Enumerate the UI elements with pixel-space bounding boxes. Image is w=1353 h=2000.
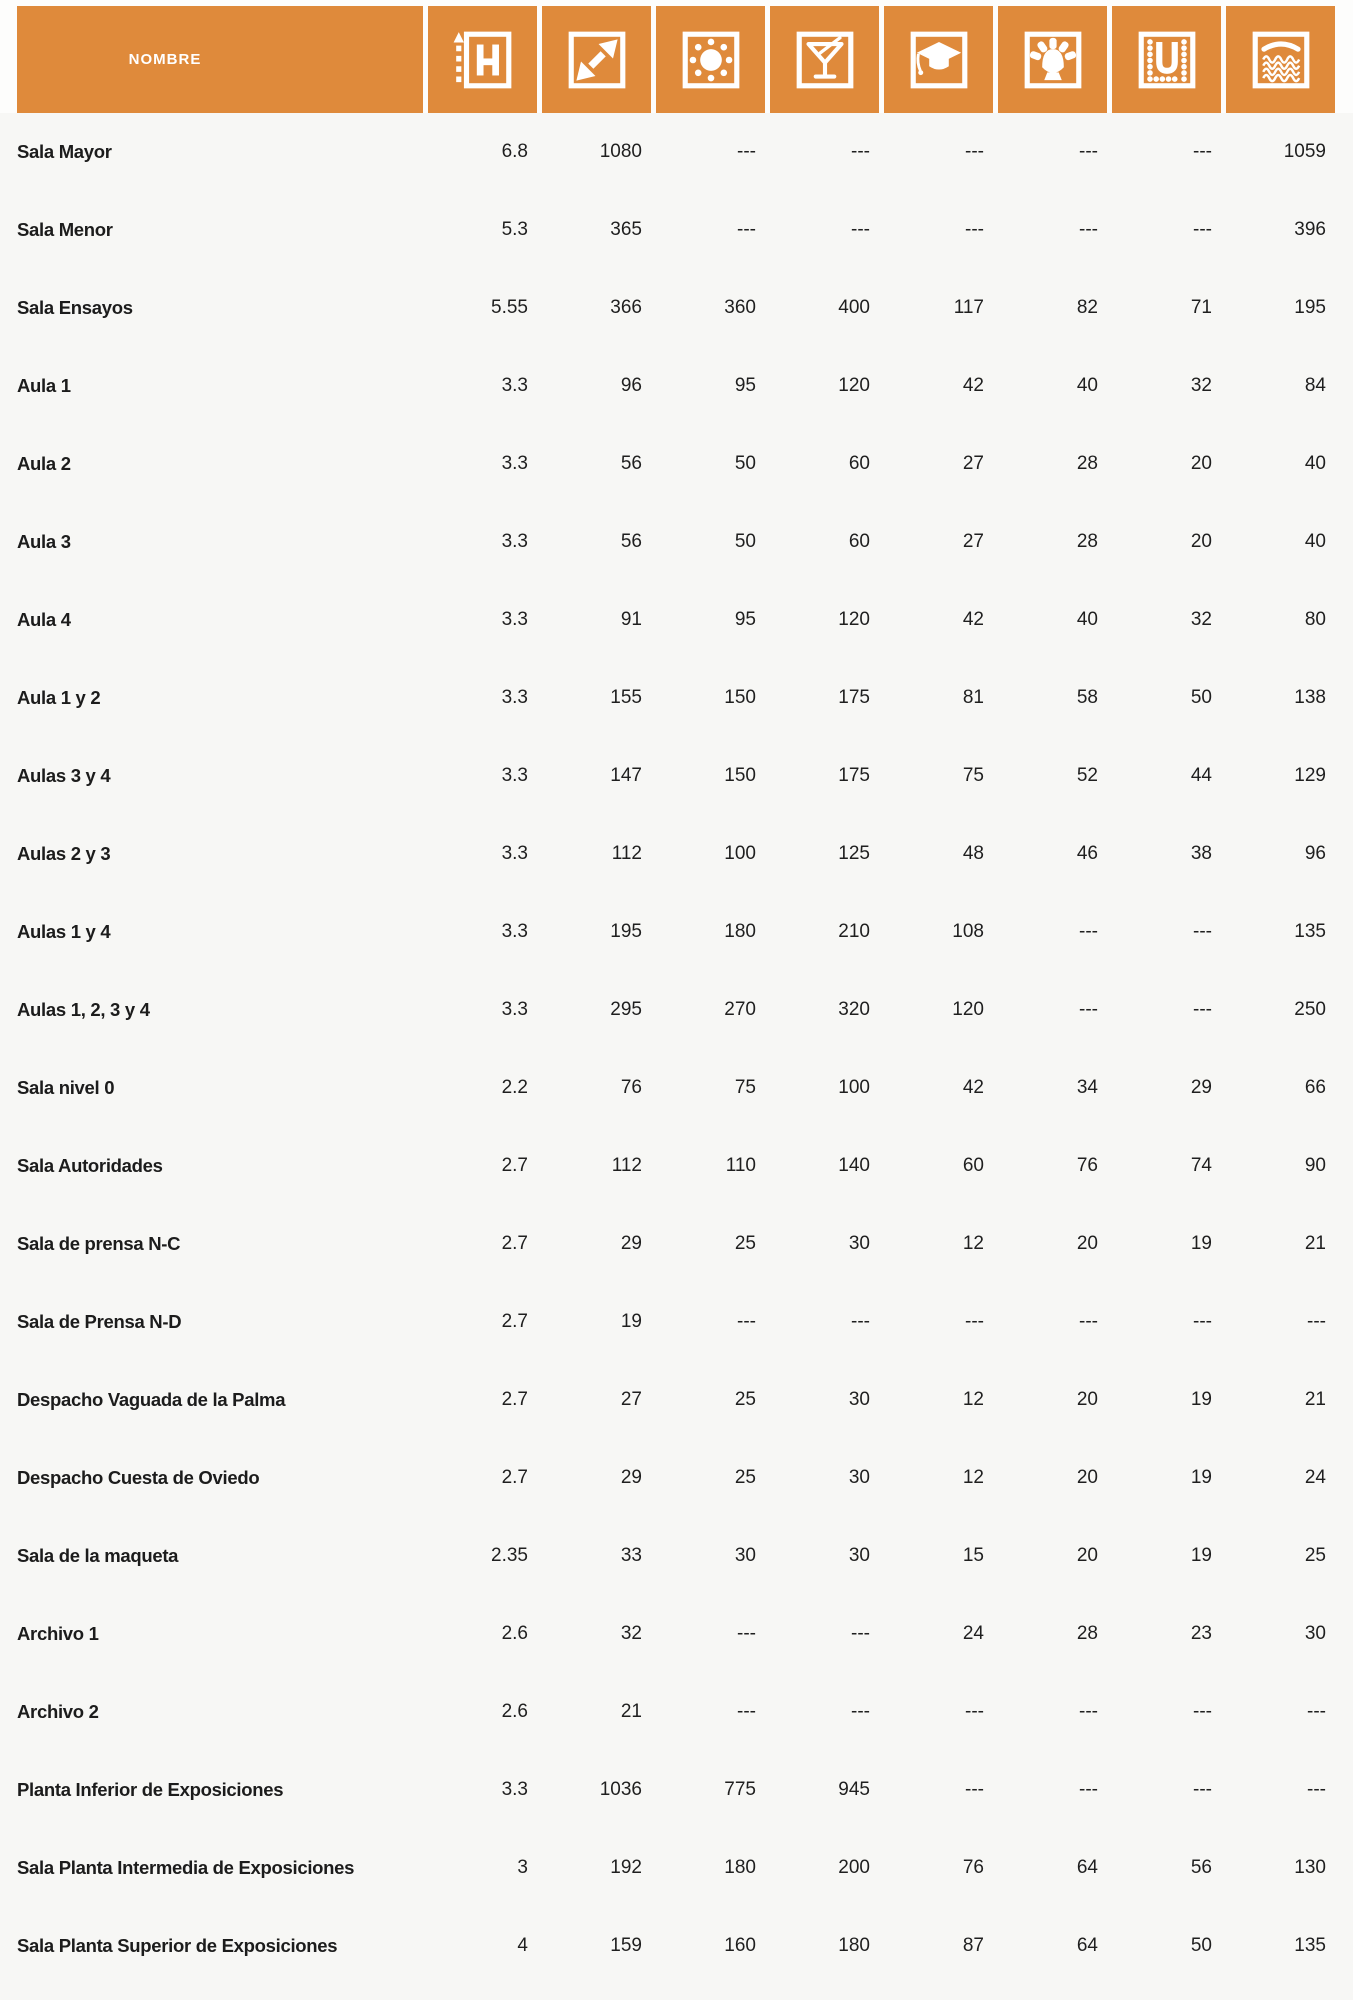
capacity-value: 3.3 [501, 687, 528, 708]
capacity-value: --- [1193, 999, 1212, 1020]
surface-area-icon [564, 27, 630, 93]
capacity-value: 87 [962, 1935, 984, 1956]
capacity-value: --- [851, 1311, 870, 1332]
table-row [0, 1361, 1353, 1439]
capacity-value: 147 [610, 765, 642, 786]
table-row [0, 737, 1353, 815]
capacity-value: 42 [962, 375, 984, 396]
capacity-value: 2.6 [501, 1701, 528, 1722]
capacity-value: 50 [734, 531, 756, 552]
capacity-value: --- [851, 1623, 870, 1644]
capacity-value: 130 [1294, 1857, 1326, 1878]
capacity-value: 5.55 [491, 297, 528, 318]
capacity-value: 75 [962, 765, 984, 786]
capacity-value: 42 [962, 609, 984, 630]
room-name: Planta Inferior de Exposiciones [17, 1779, 284, 1800]
room-name: Sala Mayor [17, 141, 112, 162]
capacity-value: 25 [734, 1233, 756, 1254]
capacity-value: 60 [962, 1155, 984, 1176]
table-row [0, 971, 1353, 1049]
capacity-value: --- [1307, 1311, 1326, 1332]
capacity-value: 1059 [1283, 141, 1326, 162]
capacity-value: 60 [848, 453, 870, 474]
capacity-value: 28 [1076, 1623, 1098, 1644]
header-cell-ushape [1112, 6, 1221, 113]
capacity-value: 82 [1076, 297, 1098, 318]
cabaret-table-icon [1020, 27, 1086, 93]
capacity-value: 20 [1076, 1467, 1098, 1488]
table-row [0, 1517, 1353, 1595]
capacity-value: 270 [724, 999, 756, 1020]
capacity-value: 60 [848, 531, 870, 552]
table-row [0, 269, 1353, 347]
capacity-value: --- [1079, 141, 1098, 162]
capacity-value: 20 [1190, 453, 1212, 474]
capacity-value: 320 [838, 999, 870, 1020]
capacity-value: 138 [1294, 687, 1326, 708]
table-row [0, 659, 1353, 737]
capacity-value: 5.3 [501, 219, 528, 240]
capacity-value: 295 [610, 999, 642, 1020]
capacity-value: 20 [1076, 1233, 1098, 1254]
room-name: Archivo 1 [17, 1623, 99, 1644]
table-row [0, 1907, 1353, 1985]
capacity-value: --- [965, 1311, 984, 1332]
header-cell-height [428, 6, 537, 113]
capacity-value: 945 [838, 1779, 870, 1800]
room-name: Aulas 3 y 4 [17, 765, 111, 786]
room-name: Aulas 1 y 4 [17, 921, 111, 942]
capacity-value: 3.3 [501, 609, 528, 630]
capacity-value: 120 [952, 999, 984, 1020]
room-name: Sala Planta Superior de Exposiciones [17, 1935, 338, 1956]
capacity-value: 38 [1190, 843, 1212, 864]
theatre-seating-icon [1248, 27, 1314, 93]
name-column-label: NOMBRE [128, 51, 202, 68]
capacity-value: 52 [1076, 765, 1098, 786]
capacity-value: 56 [1190, 1857, 1212, 1878]
capacity-value: 40 [1076, 375, 1098, 396]
room-name: Aulas 1, 2, 3 y 4 [17, 999, 150, 1020]
capacity-value: 1080 [599, 141, 642, 162]
capacity-value: 2.35 [491, 1545, 528, 1566]
table-row [0, 815, 1353, 893]
table-row [0, 1283, 1353, 1361]
capacity-value: 21 [1304, 1389, 1326, 1410]
capacity-value: 110 [725, 1155, 756, 1176]
banquet-table-icon [678, 27, 744, 93]
capacity-value: 30 [848, 1467, 870, 1488]
capacity-value: 56 [620, 531, 642, 552]
capacity-value: 96 [620, 375, 642, 396]
room-name: Sala de la maqueta [17, 1545, 179, 1566]
capacity-value: 180 [838, 1935, 870, 1956]
capacity-value: 15 [962, 1545, 984, 1566]
capacity-value: 32 [1190, 609, 1212, 630]
cocktail-glass-icon [792, 27, 858, 93]
capacity-value: 40 [1076, 609, 1098, 630]
capacity-value: 29 [1190, 1077, 1212, 1098]
capacity-value: 135 [1294, 1935, 1326, 1956]
capacity-value: 64 [1076, 1857, 1098, 1878]
capacity-value: 12 [962, 1467, 984, 1488]
room-name: Aula 3 [17, 531, 71, 552]
header-cell-theatre [1226, 6, 1335, 113]
table-row [0, 1205, 1353, 1283]
capacity-value: 20 [1190, 531, 1212, 552]
capacity-value: 210 [838, 921, 870, 942]
table-body [0, 113, 1353, 1985]
capacity-value: --- [965, 1779, 984, 1800]
capacity-value: 2.2 [501, 1077, 528, 1098]
capacity-value: 96 [1304, 843, 1326, 864]
table-row [0, 1049, 1353, 1127]
capacity-value: 19 [620, 1311, 642, 1332]
capacity-value: 2.6 [501, 1623, 528, 1644]
capacity-value: --- [737, 1623, 756, 1644]
capacity-value: 71 [1190, 297, 1212, 318]
capacity-value: 3 [517, 1857, 528, 1878]
capacity-value: 1036 [599, 1779, 642, 1800]
capacity-value: --- [1079, 1701, 1098, 1722]
capacity-value: 74 [1190, 1155, 1212, 1176]
capacity-value: 25 [1304, 1545, 1326, 1566]
capacity-value: 2.7 [501, 1311, 528, 1332]
capacity-value: 32 [620, 1623, 642, 1644]
capacity-value: 100 [838, 1077, 870, 1098]
table-row [0, 893, 1353, 971]
capacity-value: --- [1193, 921, 1212, 942]
capacity-value: 30 [848, 1233, 870, 1254]
room-name: Sala Planta Intermedia de Exposiciones [17, 1857, 355, 1878]
capacity-value: 28 [1076, 531, 1098, 552]
header-cell-cocktail [770, 6, 879, 113]
capacity-value: 33 [620, 1545, 642, 1566]
capacity-value: 25 [734, 1467, 756, 1488]
capacity-value: 34 [1076, 1077, 1098, 1098]
capacity-value: 195 [1294, 297, 1326, 318]
capacity-value: --- [1193, 219, 1212, 240]
capacity-value: --- [1307, 1701, 1326, 1722]
capacity-value: --- [737, 1701, 756, 1722]
capacity-value: 27 [962, 531, 984, 552]
capacity-value: 44 [1190, 765, 1212, 786]
table-row [0, 1127, 1353, 1205]
table-row [0, 581, 1353, 659]
capacity-value: 48 [962, 843, 984, 864]
room-name: Aulas 2 y 3 [17, 843, 111, 864]
capacity-value: 28 [1076, 453, 1098, 474]
capacity-value: 108 [952, 921, 984, 942]
capacity-value: 50 [1190, 687, 1212, 708]
capacity-value: --- [1079, 219, 1098, 240]
capacity-value: 180 [724, 921, 756, 942]
table-row [0, 1439, 1353, 1517]
table-header-row [0, 6, 1353, 113]
capacity-value: 40 [1304, 453, 1326, 474]
room-name: Sala de Prensa N-D [17, 1311, 182, 1332]
capacity-value: 19 [1190, 1545, 1212, 1566]
capacity-value: 150 [724, 765, 756, 786]
capacity-value: 66 [1304, 1077, 1326, 1098]
capacity-value: --- [737, 141, 756, 162]
capacity-value: 6.8 [501, 141, 528, 162]
capacity-value: --- [965, 219, 984, 240]
table-row [0, 113, 1353, 191]
capacity-value: 140 [838, 1155, 870, 1176]
capacity-value: 24 [962, 1623, 984, 1644]
table-row [0, 503, 1353, 581]
header-cell-classroom [884, 6, 993, 113]
capacity-value: 42 [962, 1077, 984, 1098]
capacity-value: --- [1307, 1779, 1326, 1800]
capacity-value: --- [737, 219, 756, 240]
capacity-value: --- [965, 1701, 984, 1722]
capacity-value: 3.3 [501, 375, 528, 396]
capacity-value: 2.7 [501, 1467, 528, 1488]
capacity-value: 24 [1304, 1467, 1326, 1488]
capacity-value: 12 [962, 1389, 984, 1410]
capacity-value: 19 [1190, 1467, 1212, 1488]
capacity-value: 27 [620, 1389, 642, 1410]
capacity-value: 100 [724, 843, 756, 864]
capacity-value: 129 [1294, 765, 1326, 786]
capacity-value: --- [1079, 1311, 1098, 1332]
capacity-value: 250 [1294, 999, 1326, 1020]
capacity-value: --- [1193, 1779, 1212, 1800]
capacity-value: 200 [838, 1857, 870, 1878]
table-row [0, 1595, 1353, 1673]
room-name: Sala Autoridades [17, 1155, 163, 1176]
capacity-value: --- [851, 219, 870, 240]
capacity-value: 30 [848, 1389, 870, 1410]
capacity-value: 20 [1076, 1545, 1098, 1566]
header-cell-surface [542, 6, 651, 113]
capacity-value: 3.3 [501, 999, 528, 1020]
header-cell-cabaret [998, 6, 1107, 113]
capacity-value: 2.7 [501, 1155, 528, 1176]
capacity-value: 19 [1190, 1389, 1212, 1410]
capacity-value: 3.3 [501, 531, 528, 552]
table-header-band [0, 0, 1353, 113]
capacity-value: 30 [848, 1545, 870, 1566]
capacity-value: 3.3 [501, 453, 528, 474]
capacity-value: 3.3 [501, 921, 528, 942]
capacity-value: 175 [838, 765, 870, 786]
table-row [0, 1673, 1353, 1751]
room-name: Sala Ensayos [17, 297, 133, 318]
capacity-value: 775 [724, 1779, 756, 1800]
capacity-value: --- [1079, 1779, 1098, 1800]
capacity-value: 192 [610, 1857, 642, 1878]
room-name: Aula 2 [17, 453, 71, 474]
capacity-value: 365 [610, 219, 642, 240]
header-cell-banquet [656, 6, 765, 113]
capacity-value: 80 [1304, 609, 1326, 630]
capacity-value: --- [1193, 1311, 1212, 1332]
room-name: Sala nivel 0 [17, 1077, 115, 1098]
capacity-value: 58 [1076, 687, 1098, 708]
capacity-value: 195 [610, 921, 642, 942]
capacity-value: 120 [838, 609, 870, 630]
room-name: Despacho Cuesta de Oviedo [17, 1467, 260, 1488]
capacity-value: 19 [1190, 1233, 1212, 1254]
capacity-value: --- [1079, 921, 1098, 942]
capacity-value: 76 [1076, 1155, 1098, 1176]
capacity-value: 84 [1304, 375, 1326, 396]
capacity-value: 29 [620, 1233, 642, 1254]
capacity-value: 50 [1190, 1935, 1212, 1956]
capacity-value: 46 [1076, 843, 1098, 864]
capacity-value: 3.3 [501, 1779, 528, 1800]
room-name: Aula 1 y 2 [17, 687, 101, 708]
capacity-value: 366 [610, 297, 642, 318]
capacity-value: 56 [620, 453, 642, 474]
capacity-value: 90 [1304, 1155, 1326, 1176]
table-row [0, 347, 1353, 425]
capacity-value: 20 [1076, 1389, 1098, 1410]
table-row [0, 425, 1353, 503]
capacity-value: 29 [620, 1467, 642, 1488]
capacity-value: 50 [734, 453, 756, 474]
capacity-value: 3.3 [501, 765, 528, 786]
capacity-value: 64 [1076, 1935, 1098, 1956]
capacity-value: 112 [611, 843, 642, 864]
capacity-value: 4 [517, 1935, 528, 1956]
header-cell-nombre [17, 6, 423, 113]
capacity-value: --- [737, 1311, 756, 1332]
capacity-value: 30 [1304, 1623, 1326, 1644]
room-name: Despacho Vaguada de la Palma [17, 1389, 286, 1410]
capacity-value: 360 [724, 297, 756, 318]
room-name: Sala de prensa N-C [17, 1233, 181, 1254]
capacity-value: --- [1193, 1701, 1212, 1722]
table-row [0, 1751, 1353, 1829]
table-row [0, 1829, 1353, 1907]
capacity-value: 2.7 [501, 1389, 528, 1410]
height-icon [450, 27, 516, 93]
capacity-value: 21 [620, 1701, 642, 1722]
capacity-value: 21 [1304, 1233, 1326, 1254]
capacity-value: 155 [610, 687, 642, 708]
capacity-value: 117 [953, 297, 984, 318]
capacity-value: 91 [620, 609, 642, 630]
capacity-value: 400 [838, 297, 870, 318]
capacity-value: --- [1079, 999, 1098, 1020]
capacity-value: 32 [1190, 375, 1212, 396]
capacity-value: 76 [620, 1077, 642, 1098]
capacity-value: --- [1193, 141, 1212, 162]
room-name: Sala Menor [17, 219, 113, 240]
capacity-value: 112 [611, 1155, 642, 1176]
capacity-value: 76 [962, 1857, 984, 1878]
capacity-value: 120 [838, 375, 870, 396]
capacity-value: 2.7 [501, 1233, 528, 1254]
capacity-value: 27 [962, 453, 984, 474]
capacity-value: 180 [724, 1857, 756, 1878]
room-name: Aula 1 [17, 375, 71, 396]
capacity-value: 40 [1304, 531, 1326, 552]
capacity-value: 12 [962, 1233, 984, 1254]
capacity-value: 25 [734, 1389, 756, 1410]
room-name: Aula 4 [17, 609, 71, 630]
capacity-value: 75 [734, 1077, 756, 1098]
capacity-value: 160 [724, 1935, 756, 1956]
capacity-value: 95 [734, 375, 756, 396]
capacity-value: 81 [962, 687, 984, 708]
capacity-value: 175 [838, 687, 870, 708]
capacity-value: 95 [734, 609, 756, 630]
table-row [0, 191, 1353, 269]
capacity-value: 30 [734, 1545, 756, 1566]
graduation-cap-icon [906, 27, 972, 93]
capacity-value: 150 [724, 687, 756, 708]
room-name: Archivo 2 [17, 1701, 99, 1722]
capacity-value: 125 [838, 843, 870, 864]
capacity-value: 3.3 [501, 843, 528, 864]
capacity-value: --- [851, 141, 870, 162]
capacity-value: 135 [1294, 921, 1326, 942]
u-shape-seating-icon [1134, 27, 1200, 93]
capacity-value: 23 [1190, 1623, 1212, 1644]
capacity-value: 396 [1294, 219, 1326, 240]
capacity-value: --- [851, 1701, 870, 1722]
capacity-value: 159 [610, 1935, 642, 1956]
capacity-value: --- [965, 141, 984, 162]
